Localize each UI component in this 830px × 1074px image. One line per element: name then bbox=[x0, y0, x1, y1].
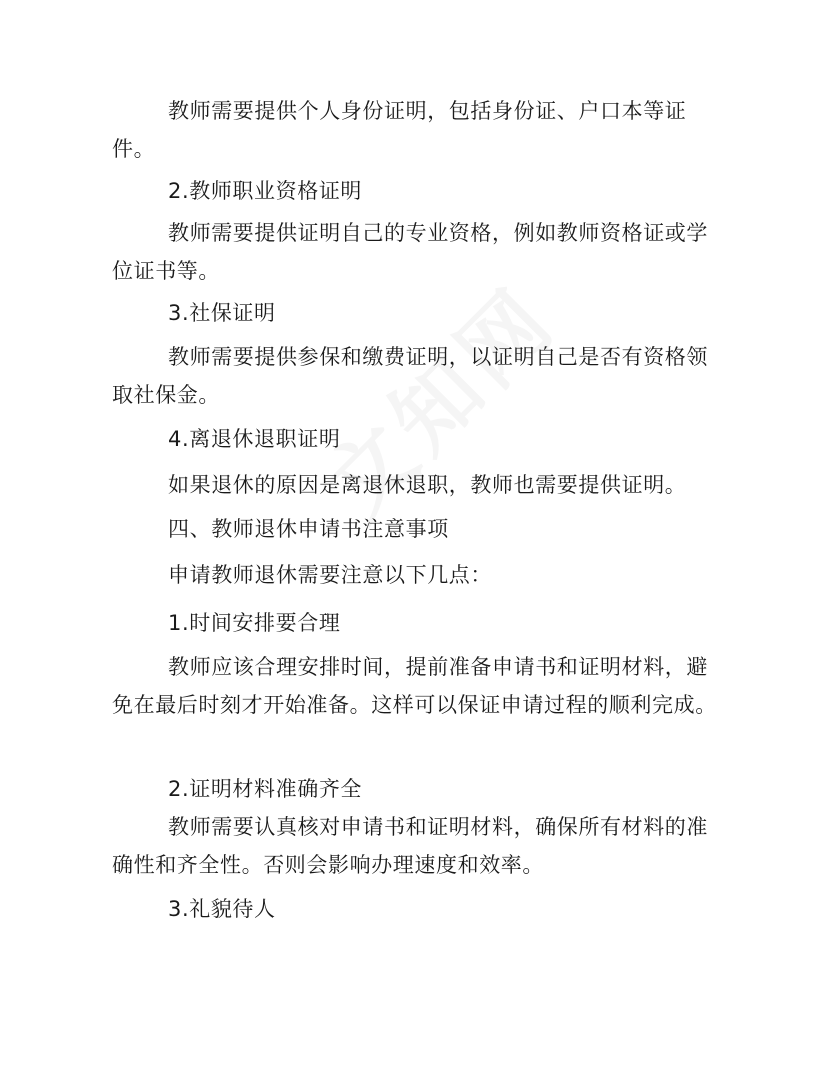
heading-retirement-proof: 4.离退休退职证明 bbox=[168, 427, 341, 451]
paragraph-social-security: 教师需要提供参保和缴费证明，以证明自己是否有资格领取社保金。 bbox=[112, 345, 708, 407]
section-heading-notes: 四、教师退休申请书注意事项 bbox=[168, 517, 449, 541]
heading-time-arrangement: 1.时间安排要合理 bbox=[168, 611, 341, 635]
heading-qualification: 2.教师职业资格证明 bbox=[168, 179, 363, 203]
paragraph-materials: 教师需要认真核对申请书和证明材料，确保所有材料的准确性和齐全性。否则会影响办理速度和效率。 bbox=[112, 815, 708, 877]
paragraph-time-arrangement: 教师应该合理安排时间，提前准备申请书和证明材料，避免在最后时刻才开始准备。这样可以保证申请过程的顺利完成。 bbox=[112, 655, 717, 717]
paragraph-notes-intro: 申请教师退休需要注意以下几点： bbox=[168, 563, 492, 587]
heading-courtesy: 3.礼貌待人 bbox=[168, 897, 276, 921]
paragraph-retirement-proof: 如果退休的原因是离退休退职，教师也需要提供证明。 bbox=[168, 473, 687, 497]
heading-social-security: 3.社保证明 bbox=[168, 301, 276, 325]
paragraph-qualification: 教师需要提供证明自己的专业资格，例如教师资格证或学位证书等。 bbox=[112, 221, 708, 283]
heading-materials: 2.证明材料准确齐全 bbox=[168, 777, 363, 801]
paragraph-identity: 教师需要提供个人身份证明，包括身份证、户口本等证件。 bbox=[112, 99, 687, 161]
